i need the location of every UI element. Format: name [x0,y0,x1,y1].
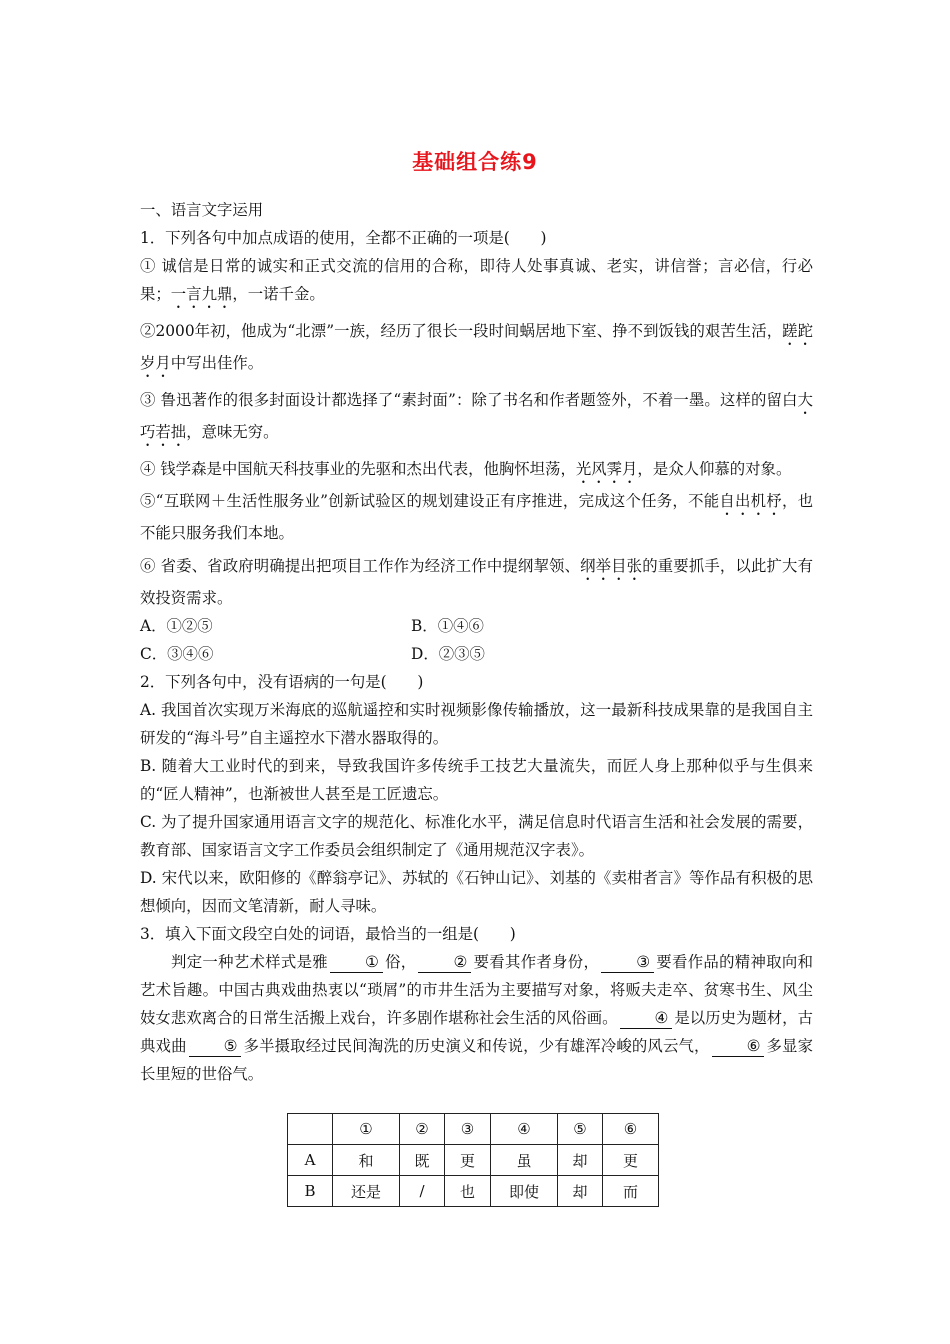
dotted-idiom: 自出机杼 [719,492,782,510]
q1-options-row-2 [140,640,813,668]
dotted-idiom: 大巧若拙 [140,391,813,441]
option-a: A．①②⑤ [140,617,213,635]
table-cell: A [288,1145,333,1176]
table-header-row [288,1114,659,1145]
table-cell [288,1114,333,1145]
blank-4: ④ [620,1008,673,1029]
blank-2: ② [418,952,471,973]
table-cell: 和 [333,1145,400,1176]
document-body [140,196,813,1088]
dotted-idiom: 蹉跎岁月 [140,322,813,372]
table-cell: B [288,1176,333,1207]
table-cell: 而 [603,1176,659,1207]
dotted-idiom: 光风霁月 [575,460,638,478]
option-b: B．①④⑥ [411,617,484,635]
section-heading: 一、语言文字运用 [140,201,264,219]
table-cell: 却 [558,1176,603,1207]
table-cell: ③ [445,1114,491,1145]
q1-sentence-2: ②2000年初，他成为“北漂”一族，经历了很长一段时间蜗居地下室、挣不到饭钱的艰苦生活，蹉跎岁月中写出佳作。 [140,322,813,372]
table-cell: ⑤ [558,1114,603,1145]
q3-passage: 判定一种艺术样式是雅 ① 俗， ② 要看其作者身份， ③ 要看作品的精神取向和艺术旨趣。中国古典戏曲热衷以“琐屑”的市井生活为主要描写对象，将贩夫走卒、贫寒书生、风尘妓女悲欢离合的日常生活搬上戏台，许多剧作堪称社会生活的风俗画。 ④ 是以历史为题材，古典戏曲 ⑤ 多半摄取经过民间淘洗的历史演义和传说，少有雄浑冷峻的风云气， ⑥ 多显家长里短的世俗气。 [140,953,813,1083]
blank-5: ⑤ [189,1036,242,1057]
table-cell: ① [333,1114,400,1145]
dotted-idiom: 一言九鼎 [170,285,233,303]
q1-sentence-1: ① 诚信是日常的诚实和正式交流的信用的合称，即待人处事真诚、老实，讲信誉；言必信，行必果；一言九鼎，一诺千金。 [140,257,813,303]
table-cell: 更 [445,1145,491,1176]
q2-option-b: B. 随着大工业时代的到来，导致我国许多传统手工技艺大量流失，而匠人身上那种似乎与生俱来的“匠人精神”，也渐被世人甚至是工匠遗忘。 [140,757,813,803]
q1-sentence-4: ④ 钱学森是中国航天科技事业的先驱和杰出代表，他胸怀坦荡，光风霁月，是众人仰慕的对象。 [140,460,792,478]
question-3-stem: 3．填入下面文段空白处的词语，最恰当的一组是( ) [140,925,516,943]
blank-3: ③ [601,952,654,973]
table-cell: 虽 [491,1145,558,1176]
option-c: C．③④⑥ [140,645,214,663]
table-cell: 更 [603,1145,659,1176]
blank-6: ⑥ [712,1036,765,1057]
page-title: 基础组合练9 [412,150,538,174]
answer-table [287,1113,659,1207]
table-cell: ⑥ [603,1114,659,1145]
table-cell: ② [400,1114,445,1145]
question-2-stem: 2．下列各句中，没有语病的一句是( ) [140,673,424,691]
table-cell: 即使 [491,1176,558,1207]
q2-option-a: A. 我国首次实现万米海底的巡航遥控和实时视频影像传输播放，这一最新科技成果靠的是我国自主研发的“海斗号”自主遥控水下潜水器取得的。 [140,701,813,747]
q1-sentence-5: ⑤“互联网＋生活性服务业”创新试验区的规划建设正有序推进，完成这个任务，不能自出机杼，也不能只服务我们本地。 [140,492,813,542]
option-d: D．②③⑤ [411,645,485,663]
table-cell: 既 [400,1145,445,1176]
table-cell: 却 [558,1145,603,1176]
table-row [288,1176,659,1207]
q1-sentence-6: ⑥ 省委、省政府明确提出把项目工作作为经济工作中提纲挈领、纲举目张的重要抓手，以此扩大有效投资需求。 [140,557,813,607]
table-cell: / [400,1176,445,1207]
table-cell: ④ [491,1114,558,1145]
q1-options-row-1 [140,612,813,640]
q2-option-d: D. 宋代以来，欧阳修的《醉翁亭记》、苏轼的《石钟山记》、刘基的《卖柑者言》等作品有积极的思想倾向，因而文笔清新，耐人寻味。 [140,869,813,915]
question-1-stem: 1．下列各句中加点成语的使用，全都不正确的一项是( ) [140,229,547,247]
q2-option-c: C. 为了提升国家通用语言文字的规范化、标准化水平，满足信息时代语言生活和社会发展的需要，教育部、国家语言文字工作委员会组织制定了《通用规范汉字表》。 [140,813,813,859]
table-cell: 还是 [333,1176,400,1207]
q1-sentence-3: ③ 鲁迅著作的很多封面设计都选择了“素封面”：除了书名和作者题签外，不着一墨。这样的留白大巧若拙，意味无穷。 [140,391,813,441]
table-row [288,1145,659,1176]
dotted-idiom: 纲举目张 [580,557,643,575]
table-cell: 也 [445,1176,491,1207]
blank-1: ① [330,952,383,973]
